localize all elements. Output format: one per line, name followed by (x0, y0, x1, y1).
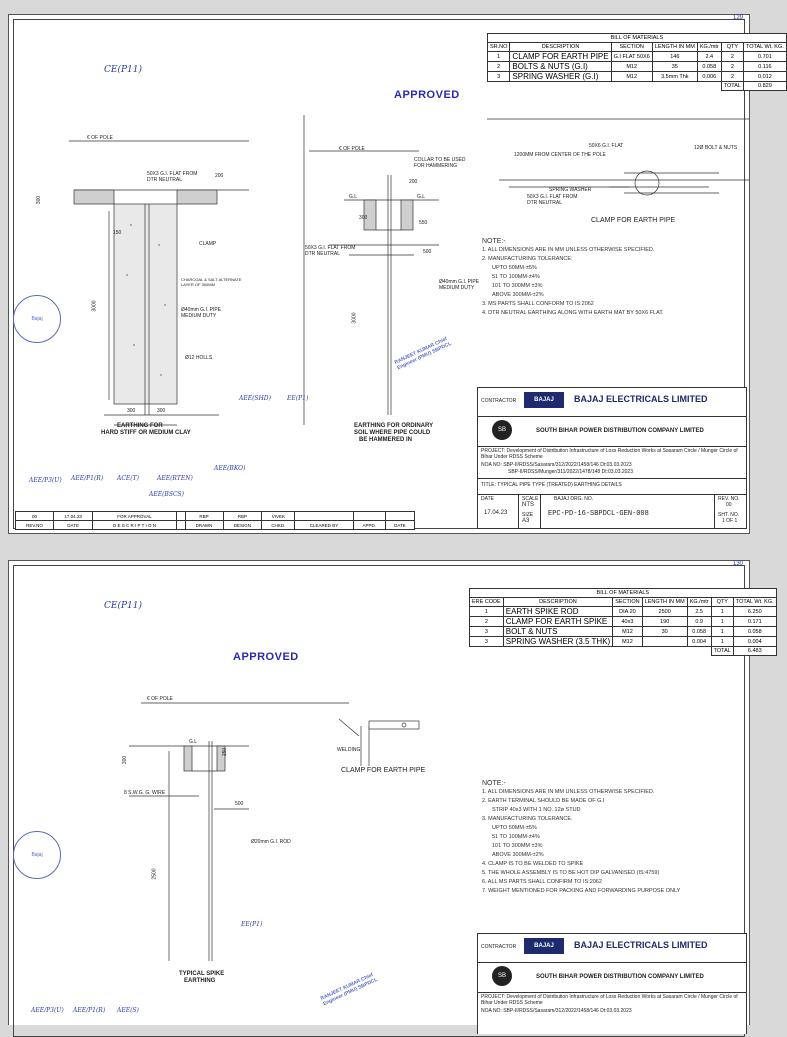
bom-cell: 2.4 (697, 52, 721, 62)
bom-cell: SPRING WASHER (G.I) (510, 72, 611, 82)
bom-header: SECTION (613, 598, 642, 607)
noa-text: NOA NO: SBP-II/RDSS/Sasaram/312/2022/1458/146 Dt:03.03.2023 (481, 1008, 632, 1014)
note-line: UPTO 50MM-±5% (492, 825, 537, 831)
dim-label: 300 (122, 755, 129, 765)
bom-cell: 2 (721, 52, 743, 62)
handwritten-note: CE(P11) (104, 601, 142, 611)
gl-label: G.L (189, 739, 198, 745)
bom-cell: 0.701 (743, 52, 786, 62)
dim-label: 300 (359, 215, 368, 221)
bom-cell: 1 (711, 617, 733, 627)
bom-header: ERE CODE (470, 598, 504, 607)
title-block (477, 387, 747, 529)
note-line: 101 TO 300MM ±3% (492, 843, 543, 849)
bom-total-value: 6.483 (733, 647, 776, 656)
note-line: 1. ALL DIMENSIONS ARE IN MM UNLESS OTHERWISE SPECIFIED. (482, 247, 655, 253)
date-value: 17.04.23 (484, 510, 508, 516)
bom-cell: 0.006 (697, 72, 721, 82)
noa-text: NOA NO: SBP-II/RDSS/Sasaram/312/2022/1458/146 Dt:03.03.2023 (481, 462, 632, 468)
size-label: SIZE (522, 512, 534, 518)
cl-of-pole-label: € OF POLE (87, 135, 113, 141)
revision-cell (295, 512, 353, 521)
bom-header: TOTAL Wt. KG. (743, 43, 786, 52)
revision-cell: 00 (16, 512, 54, 521)
drawing-sheet-1 (8, 14, 784, 534)
holes-label: Ø12 HOLLS (185, 355, 213, 361)
bom-cell: 35 (652, 62, 697, 72)
approved-stamp: APPROVED (233, 651, 299, 663)
sht-value: 1 OF 1 (722, 518, 738, 524)
bom-title: BILL OF MATERIALS (470, 589, 777, 598)
company-name: BAJAJ ELECTRICALS LIMITED (574, 940, 708, 950)
note-line: 51 TO 100MM-±4% (492, 274, 540, 280)
gl-label: G.L (349, 194, 358, 200)
wire-label: 8 S.W.G. G. WIRE (124, 790, 166, 796)
handwritten-note: AEE(SHD) (239, 395, 271, 402)
bom-cell: 1 (711, 607, 733, 617)
revision-header: CLEARED BY (295, 521, 353, 530)
charcoal-label: CHARCOAL & SALT ALTERNATE LAYER OF 300MM (181, 277, 242, 287)
bom-cell: M12 (613, 627, 642, 637)
company-seal-stamp: Bajaj (13, 295, 61, 343)
bom-header: QTY (711, 598, 733, 607)
dim-label: 500 (423, 249, 432, 255)
note-line: 5. THE WHOLE ASSEMBLY IS TO BE HOT DIP GALVANISED (IS:4759) (482, 870, 660, 876)
client-logo: SB (492, 420, 512, 440)
clamp-title: CLAMP FOR EARTH PIPE (341, 767, 426, 774)
handwritten-note: EE(P1) (287, 395, 309, 402)
note-line: 3. MS PARTS SHALL CONFORM TO IS:2062 (482, 301, 594, 307)
bom-cell: 0.058 (697, 62, 721, 72)
dim-label: 250 (222, 747, 229, 757)
clamp-flat-label: 50X6 G.I. FLAT (589, 143, 624, 149)
note-line: STRIP 40x3 WITH 1 NO. 12ø STUD (492, 807, 581, 813)
bom-cell: 2 (488, 62, 510, 72)
client-name: SOUTH BIHAR POWER DISTRIBUTION COMPANY LIMITED (536, 428, 704, 434)
note-line: 4. CLAMP IS TO BE WELDED TO SPIKE (482, 861, 584, 867)
handwritten-note: AEE/P3(U) (31, 1007, 64, 1014)
handwritten-note: AEE(BSCS) (149, 491, 184, 498)
dim-label: 300 (157, 408, 166, 414)
bom-cell: 1 (711, 627, 733, 637)
signer-stamp: RANJEET KUMAR Chief Engineer (PMU) SBPDCL (393, 336, 453, 372)
note-line: 6. ALL MS PARTS SHALL CONFIRM TO IS:2062 (482, 879, 602, 885)
sht-label: SHT. NO. (718, 512, 740, 518)
clamp-label: CLAMP (199, 241, 217, 247)
dim-label: 3000 (351, 312, 358, 324)
bom-cell: 30 (642, 627, 687, 637)
bom-cell: 0.004 (733, 637, 776, 647)
revision-header (176, 521, 185, 530)
notes-block (482, 779, 680, 896)
bom-cell: DIA 20 (613, 607, 642, 617)
clamp-washer-label: SPRING WASHER (549, 187, 592, 193)
gl-label: G.L (417, 194, 426, 200)
bom-cell: 0.058 (733, 627, 776, 637)
revision-header: REV.NO (16, 521, 54, 530)
revision-table (15, 511, 415, 530)
scale-label: SCALE (522, 496, 539, 502)
flat-label: 50X3 G.I. FLAT FROM DTR NEUTRAL (147, 171, 198, 183)
bom-cell: 0.116 (743, 62, 786, 72)
caption-1b: HARD STIFF OR MEDIUM CLAY (101, 430, 191, 436)
bom-cell: M12 (613, 637, 642, 647)
bom-cell: EARTH SPIKE ROD (503, 607, 612, 617)
bom-cell: 2 (721, 62, 743, 72)
revision-cell (353, 512, 385, 521)
bom-header: SR.NO (488, 43, 510, 52)
note-line: 1. ALL DIMENSIONS ARE IN MM UNLESS OTHERWISE SPECIFIED. (482, 789, 655, 795)
dim-label: 550 (419, 220, 428, 226)
bom-cell: 190 (642, 617, 687, 627)
bom-cell: 3.5mm Thk (652, 72, 697, 82)
bom-cell: M12 (611, 72, 652, 82)
clamp-from-label: 1200MM FROM CENTER OF THE POLE (514, 152, 606, 158)
signer-stamp: RANJEET KUMAR Chief Engineer (PMU) SBPDCL (319, 972, 379, 1008)
bom-total-value: 0.829 (743, 82, 786, 91)
bom-cell: 2 (470, 617, 504, 627)
bom-cell: 146 (652, 52, 697, 62)
bom-cell: G.I FLAT 50X6 (611, 52, 652, 62)
date-label: DATE (481, 496, 494, 502)
rev-label: REV. NO. (718, 496, 740, 502)
bom-cell: 2 (721, 72, 743, 82)
clamp-flat2-label: 50X3 G.I. FLAT FROM DTR NEUTRAL (527, 194, 578, 206)
bom-cell: 3 (470, 627, 504, 637)
revision-header: DATE (385, 521, 414, 530)
dim-label: 300 (127, 408, 136, 414)
revision-header: DRAWN (185, 521, 223, 530)
bom-cell: BOLT & NUTS (503, 627, 612, 637)
bom-cell: 6.250 (733, 607, 776, 617)
note-line: 2. MANUFACTURING TOLERANCE: (482, 256, 573, 262)
handwritten-note: AEE(RTEN) (157, 475, 193, 482)
dim-label: 200 (215, 173, 224, 179)
bom-cell: 0.9 (687, 617, 711, 627)
bom-cell: 2.5 (687, 607, 711, 617)
noa-text-2: SBP-II/RDSS/Munger/311/2022/1478/148 Dt:03.03.2023 (508, 469, 633, 475)
cl-of-pole-label: € OF POLE (147, 696, 173, 702)
welding-label: WELDING (337, 747, 361, 753)
dim-label: 300 (36, 195, 43, 205)
handwritten-note: AEE/P3(U) (29, 477, 62, 484)
revision-header: CHKD. (262, 521, 295, 530)
revision-cell: FOR APPROVAL (93, 512, 177, 521)
bom-header: DESCRIPTION (510, 43, 611, 52)
approved-stamp: APPROVED (394, 89, 460, 101)
note-line: 2. EARTH TERMINAL SHOULD BE MADE OF G.I (482, 798, 605, 804)
client-name: SOUTH BIHAR POWER DISTRIBUTION COMPANY LIMITED (536, 974, 704, 980)
note-line: 3. MANUFACTURING TOLERANCE. (482, 816, 573, 822)
title-block (477, 933, 747, 1034)
bom-cell: 1 (488, 52, 510, 62)
handwritten-note: AEE/P1(R) (71, 475, 104, 482)
bom-header: DESCRIPTION (503, 598, 612, 607)
bom-cell: CLAMP FOR EARTH PIPE (510, 52, 611, 62)
bom-title: BILL OF MATERIALS (488, 34, 787, 43)
revision-header: DATE (54, 521, 93, 530)
caption-1a: EARTHING FOR (117, 423, 163, 429)
note-line: ABOVE 300MM-±2% (492, 292, 544, 298)
bajaj-logo: BAJAJ (524, 392, 564, 408)
collar-label: COLLAR TO BE USED FOR HAMMERING (414, 157, 466, 169)
revision-header: D E S C R I P T I O N (93, 521, 177, 530)
project-text: PROJECT: Development of Distribution Infrastructure of Loss Reduction Works at Sasaram Circle / Munger Circle of Bihar Under RDSS Scheme (481, 994, 738, 1006)
drawing-title: TITLE: TYPICAL PIPE TYPE (TREATED) EARTHING DETAILS (481, 482, 622, 488)
bom-header: QTY (721, 43, 743, 52)
caption-a: TYPICAL SPIKE (179, 971, 225, 977)
bajaj-logo: BAJAJ (524, 938, 564, 954)
bom-cell: 40x3 (613, 617, 642, 627)
drg-no-value: EPC-PD-16-SBPDCL-GEN-008 (548, 510, 649, 518)
pipe-label: Ø40mm G.I. PIPE MEDIUM DUTY (439, 279, 480, 291)
note-line: 51 TO 100MM-±4% (492, 834, 540, 840)
caption-b: EARTHING (184, 978, 216, 984)
revision-cell (176, 512, 185, 521)
handwritten-note: ACE(T) (117, 475, 139, 482)
rev-value: 00 (726, 502, 732, 508)
clamp-title: CLAMP FOR EARTH PIPE (591, 217, 676, 224)
bom-header: KG./mtr (697, 43, 721, 52)
dim-label: 2500 (151, 868, 158, 880)
handwritten-note: EE(P1) (241, 921, 263, 928)
note-line: 4. DTR NEUTRAL EARTHING ALONG WITH EARTH MAT BY 50X6 FLAT. (482, 310, 664, 316)
revision-cell: 17.04.23 (54, 512, 93, 521)
notes-title: NOTE:- (482, 780, 506, 787)
bom-total-label: TOTAL (711, 647, 733, 656)
handwritten-note: AEE/P1(R) (73, 1007, 106, 1014)
drawing-sheet-2 (8, 560, 774, 1025)
bom-cell: 2500 (642, 607, 687, 617)
dim-label: 150 (113, 230, 122, 236)
contractor-label: CONTRACTOR (481, 944, 517, 950)
revision-cell: VIVEK (262, 512, 295, 521)
revision-header: APPD. (353, 521, 385, 530)
handwritten-note: AEE(S) (117, 1007, 139, 1014)
revision-cell: RBP (185, 512, 223, 521)
contractor-label: CONTRACTOR (481, 398, 517, 404)
bom-cell: 0.171 (733, 617, 776, 627)
scale-value: NTS (522, 502, 534, 508)
bom-cell: 0.012 (743, 72, 786, 82)
bom-header: KG./mtr (687, 598, 711, 607)
drg-no-label: BAJAJ DRG. NO. (554, 496, 594, 502)
dim-label: 3000 (91, 300, 98, 312)
revision-cell: RBP (223, 512, 262, 521)
bom-total-label: TOTAL (721, 82, 743, 91)
cl-of-pole-label: € OF POLE (339, 146, 365, 152)
size-value: A3 (522, 518, 530, 524)
company-name: BAJAJ ELECTRICALS LIMITED (574, 394, 708, 404)
bom-cell: 3 (470, 637, 504, 647)
handwritten-note: AEE(BKO) (214, 465, 246, 472)
handwritten-note: CE(P11) (104, 65, 142, 75)
bom-cell: M12 (611, 62, 652, 72)
notes-title: NOTE:- (482, 238, 506, 245)
note-line: ABOVE 300MM-±2% (492, 852, 544, 858)
bom-cell: 0.004 (687, 637, 711, 647)
rod-label: Ø20mm G.I. ROD (251, 839, 291, 845)
note-line: 101 TO 300MM ±3% (492, 283, 543, 289)
revision-header: DESIGN (223, 521, 262, 530)
bom-cell: 1 (470, 607, 504, 617)
caption-2b: SOIL WHERE PIPE COULD (354, 430, 431, 436)
page-number: 130 (732, 561, 743, 567)
dim-label: 500 (235, 801, 244, 807)
notes-block (482, 237, 664, 318)
flat-label: 50X3 G.I. FLAT FROM DTR NEUTRAL (305, 245, 356, 257)
bom-cell: 1 (711, 637, 733, 647)
bom-cell: BOLTS & NUTS (G.I) (510, 62, 611, 72)
bom-header: LENGTH IN MM (642, 598, 687, 607)
bom-header: SECTION (611, 43, 652, 52)
note-line: 7. WEIGHT MENTIONED FOR PACKING AND FORWARDING PURPOSE ONLY (482, 888, 681, 894)
page-number: 129 (732, 15, 743, 21)
project-text: PROJECT: Development of Distribution Infrastructure of Loss Reduction Works at Sasaram Circle / Munger Circle of Bihar Under RDSS Scheme (481, 448, 738, 460)
company-seal-stamp: Bajaj (13, 831, 61, 879)
bom-cell: SPRING WASHER (3.5 THK) (503, 637, 612, 647)
bom-cell: 3 (488, 72, 510, 82)
client-logo: SB (492, 966, 512, 986)
pipe-label: Ø40mm G.I. PIPE MEDIUM DUTY (181, 307, 222, 319)
clamp-bolt-label: 12Ø BOLT & NUTS (694, 145, 738, 151)
caption-2c: BE HAMMERED IN (359, 437, 413, 443)
bom-cell: 0.058 (687, 627, 711, 637)
bom-header: LENGTH IN MM (652, 43, 697, 52)
note-line: UPTO 50MM-±5% (492, 265, 537, 271)
caption-2a: EARTHING FOR ORDINARY (354, 423, 434, 429)
bom-header: TOTAL Wt. KG. (733, 598, 776, 607)
bom-cell: CLAMP FOR EARTH SPIKE (503, 617, 612, 627)
dim-label: 200 (409, 179, 418, 185)
